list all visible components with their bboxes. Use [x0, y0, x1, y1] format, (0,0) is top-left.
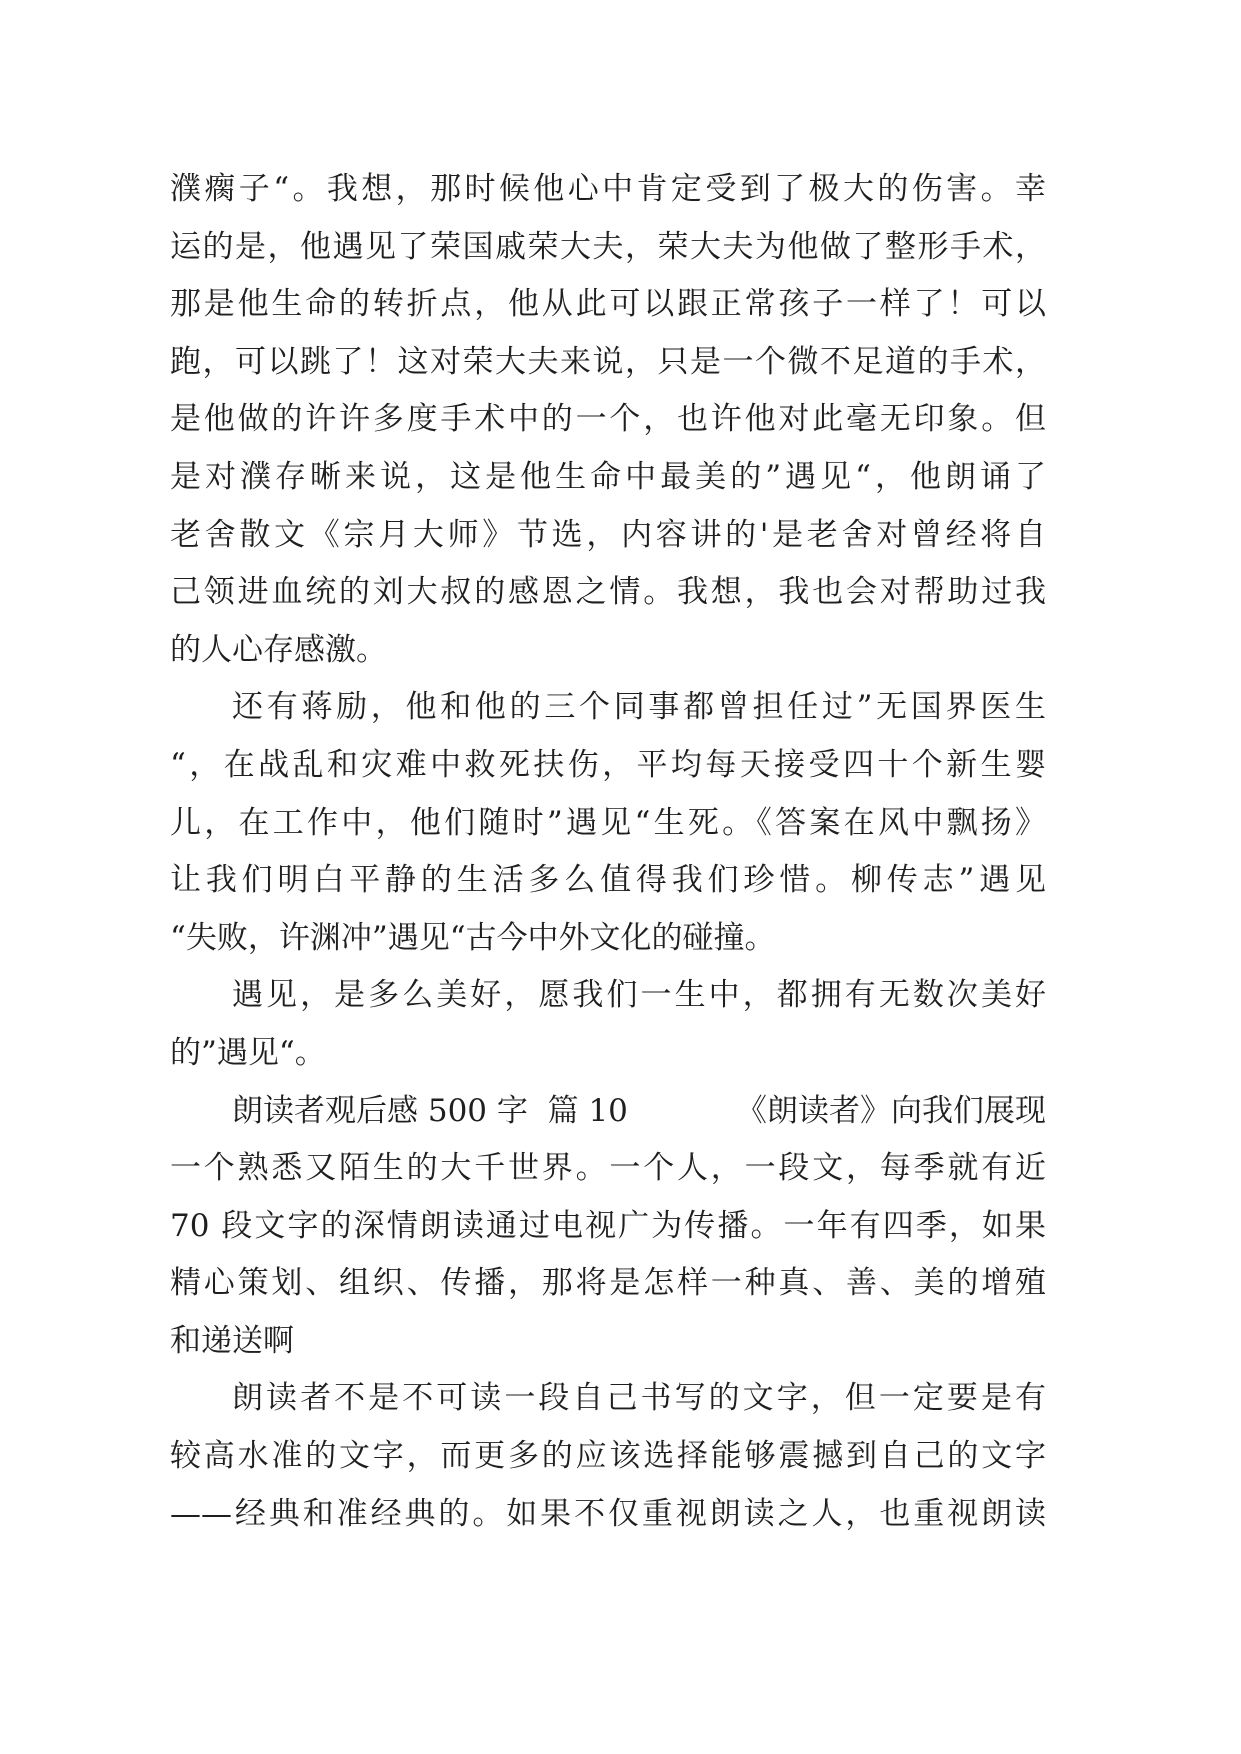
text-line: ——经典和准经典的。如果不仅重视朗读之人，也重视朗读 [170, 1495, 1046, 1532]
text-line [170, 1083, 1046, 1141]
text-line: 一个熟悉又陌生的大千世界。一个人，一段文，每季就有近 [170, 1150, 1046, 1187]
text-line: 己领进血统的刘大叔的感恩之情。我想，我也会对帮助过我 [170, 574, 1046, 611]
paragraph [170, 1083, 1046, 1371]
text-line: 那是他生命的转折点，他从此可以跟正常孩子一样了！可以 [170, 286, 1046, 323]
text-line: 运的是，他遇见了荣国戚荣大夫，荣大夫为他做了整形手术， [170, 228, 1046, 265]
text-line: 和递送啊 [170, 1322, 294, 1359]
paragraph [170, 679, 1046, 967]
text-line: 是他做的许许多度手术中的一个，也许他对此毫无印象。但 [170, 401, 1046, 438]
paragraph [170, 967, 1046, 1082]
text-line: 的人心存感激。 [170, 631, 387, 668]
text-line: “，在战乱和灾难中救死扶伤，平均每天接受四十个新生婴 [170, 746, 1046, 783]
text-segment: 《朗读者》向我们展现 [736, 1092, 1046, 1129]
text-line: 让我们明白平静的生活多么值得我们珍惜。柳传志”遇见 [170, 862, 1046, 899]
text-line: 精心策划、组织、传播，那将是怎样一种真、善、美的增殖 [170, 1265, 1046, 1302]
document-body [170, 161, 1046, 1543]
text-line: 还有蒋励，他和他的三个同事都曾担任过”无国界医生 [232, 689, 1046, 726]
inline-title: 朗读者观后感 500 字 篇 10 [232, 1092, 628, 1129]
text-line: 跑，可以跳了！这对荣大夫来说，只是一个微不足道的手术， [170, 343, 1046, 380]
text-line: 濮瘸子“。我想，那时候他心中肯定受到了极大的伤害。幸 [170, 171, 1046, 207]
text-line: 是对濮存晰来说，这是他生命中最美的”遇见“，他朗诵了 [170, 458, 1046, 495]
paragraph [170, 161, 1046, 679]
text-line: 老舍散文《宗月大师》节选，内容讲的'是老舍对曾经将自 [170, 516, 1046, 553]
text-line: “失败，许渊冲”遇见“古今中外文化的碰撞。 [170, 919, 776, 956]
text-line: 朗读者不是不可读一段自己书写的文字，但一定要是有 [232, 1380, 1046, 1417]
text-line: 70 段文字的深情朗读通过电视广为传播。一年有四季，如果 [170, 1207, 1046, 1244]
paragraph [170, 1370, 1046, 1543]
text-line: 儿，在工作中，他们随时”遇见“生死。《答案在风中飘扬》 [170, 804, 1046, 841]
text-line: 的”遇见“。 [170, 1034, 326, 1071]
text-line: 遇见，是多么美好，愿我们一生中，都拥有无数次美好 [232, 977, 1046, 1014]
text-line: 较高水准的文字，而更多的应该选择能够震撼到自己的文字 [170, 1438, 1046, 1475]
